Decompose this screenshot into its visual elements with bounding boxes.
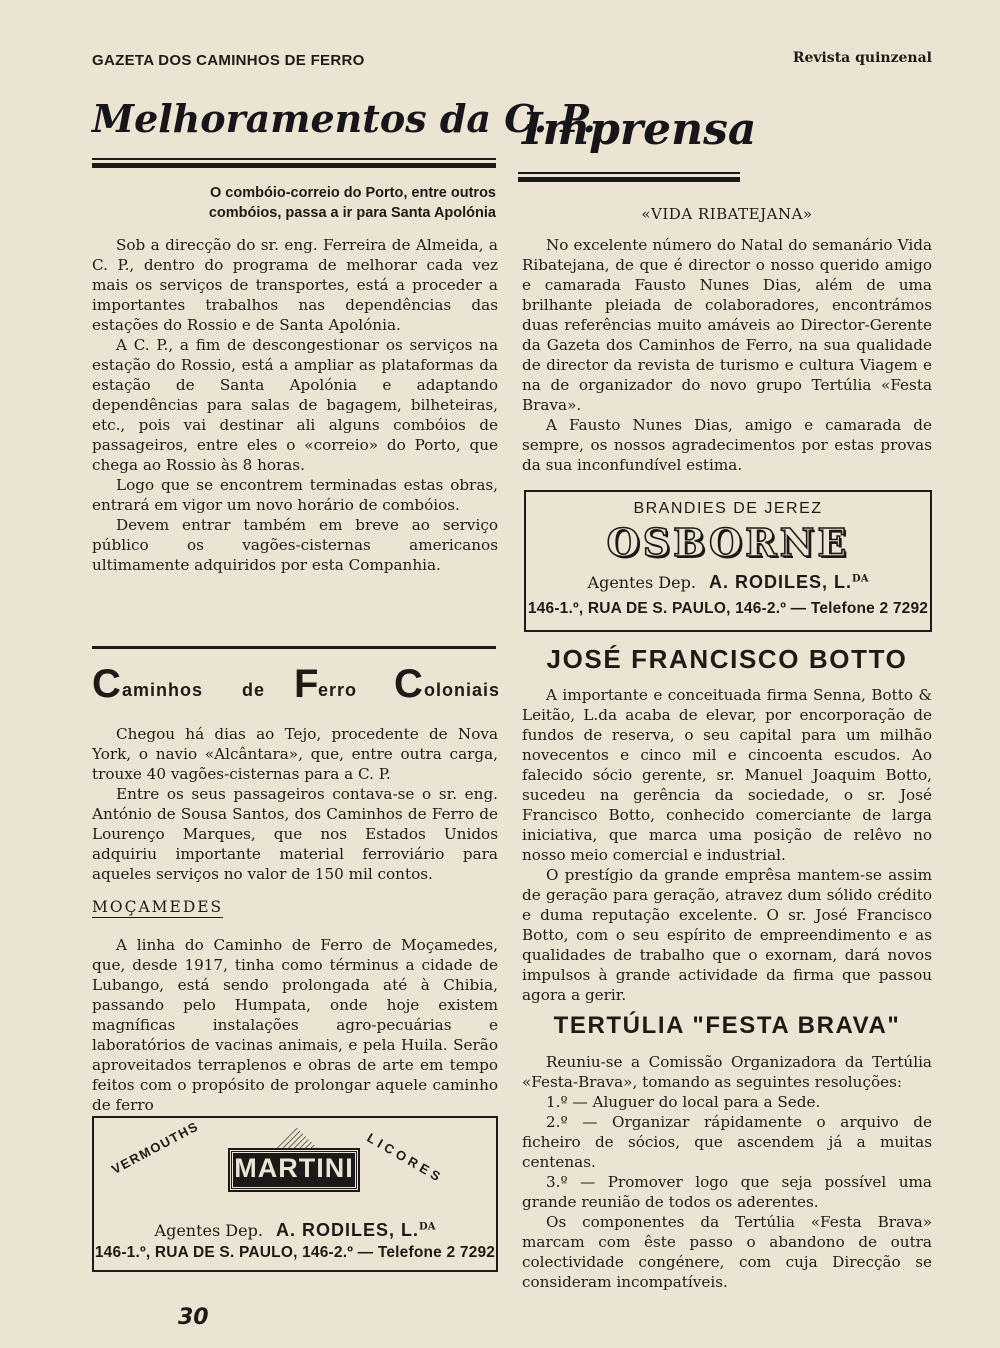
colonial-body xyxy=(92,724,498,884)
martini-licores: LICORES xyxy=(364,1130,447,1186)
melhoramentos-title: Melhoramentos da C. P. xyxy=(92,96,596,141)
osborne-agents xyxy=(526,572,930,593)
martini-brand: MARTINI xyxy=(234,1153,354,1183)
paragraph: Reuniu-se a Comissão Organizadora da Tertúlia «Festa-Brava», tomando as seguintes resoluções: xyxy=(522,1053,932,1091)
paragraph: A importante e conceituada firma Senna, Botto & Leitão, L.da acaba de elevar, por encorporação de fundos de reserva, o seu capital para um milhão novecentos e cinco mil e cincoenta escudos. Ao falecido sócio gerente, sr. Manuel Joaquim Botto, sucedeu na gerência da sociedade, o sr. José Francisco Botto, conhecido comerciante de larga iniciativa, que marca uma posição de relêvo no nosso meio comercial e industrial. xyxy=(522,686,932,864)
martini-address: 146-1.º, RUA DE S. PAULO, 146-2.º — Telefone 2 7292 xyxy=(94,1244,496,1261)
title-rule-top xyxy=(92,158,496,160)
colonial-title-w4-rest: oloniais xyxy=(424,680,501,700)
imprensa-title: Imprensa xyxy=(522,104,757,155)
colonial-title-w2: de xyxy=(242,680,266,700)
colonial-title-w3-cap: F xyxy=(294,662,319,706)
colonial-title-w1-rest: aminhos xyxy=(122,680,204,700)
osborne-ad xyxy=(524,490,932,632)
agents-suffix: DA xyxy=(419,1221,436,1233)
paragraph: Logo que se encontrem terminadas estas obras, entrará em vigor um novo horário de combóios. xyxy=(92,476,498,514)
colonial-title xyxy=(92,662,501,708)
tertulia-body xyxy=(522,1052,932,1292)
section-divider xyxy=(92,646,496,649)
title-rule-bottom xyxy=(92,163,496,168)
martini-agents xyxy=(94,1220,496,1241)
tertulia-heading: TERTÚLIA "FESTA BRAVA" xyxy=(553,1012,901,1039)
agents-suffix: DA xyxy=(852,573,869,585)
press-body xyxy=(522,235,932,475)
paragraph: Os componentes da Tertúlia «Festa Brava» marcam com êste passo o abandono de outra colectividade congénere, com cuja Direcção se consideram incompatíveis. xyxy=(522,1213,932,1291)
paragraph: Sob a direcção do sr. eng. Ferreira de Almeida, a C. P., dentro do programa de melhorar cada vez mais os serviços de transportes, está a proceder a importantes trabalhos nas dependências das estações do Rossio e de Santa Apolónia. xyxy=(92,236,498,334)
paragraph: A Fausto Nunes Dias, amigo e camarada de sempre, os nossos agradecimentos por estas provas da sua inconfundível estima. xyxy=(522,416,932,474)
list-item: 1.º — Aluguer do local para a Sede. xyxy=(546,1093,821,1111)
osborne-tagline: BRANDIES DE JEREZ xyxy=(633,500,823,517)
botto-body xyxy=(522,685,932,1005)
melhoramentos-body xyxy=(92,235,498,575)
paragraph: No excelente número do Natal do semanário Vida Ribatejana, de que é director o nosso querido amigo e camarada Fausto Nunes Dias, além de uma brilhante pleiada de colaboradores, encontrámos duas referências muito amáveis ao Director-Gerente da Gazeta dos Caminhos de Ferro, na sua qualidade de director da revista de turismo e cultura Viagem e na de organizador do novo grupo Tertúlia «Festa Brava». xyxy=(522,236,932,414)
agents-name: A. RODILES, L. xyxy=(276,1220,420,1240)
article-subheading xyxy=(92,183,496,223)
botto-heading: JOSÉ FRANCISCO BOTTO xyxy=(546,644,908,674)
paragraph: Chegou há dias ao Tejo, procedente de Nova York, o navio «Alcântara», que, entre outra carga, trouxe 40 vagões-cisternas para a C. P. xyxy=(92,725,498,783)
osborne-address: 146-1.º, RUA DE S. PAULO, 146-2.º — Telefone 2 7292 xyxy=(527,600,929,617)
press-subtitle: «VIDA RIBATEJANA» xyxy=(641,205,813,223)
periodicity-label: Revista quinzenal xyxy=(792,50,932,66)
subheading-line-1: O combóio-correio do Porto, entre outros xyxy=(210,185,496,201)
martini-vermouths: VERMOUTHS xyxy=(108,1118,202,1177)
paragraph: Devem entrar também em breve ao serviço público os vagões-cisternas americanos ultimamente adquiridos por esta Companhia. xyxy=(92,516,498,574)
mocamedes-body xyxy=(92,935,498,1115)
paragraph: Entre os seus passageiros contava-se o sr. eng. António de Sousa Santos, dos Caminhos de Ferro de Lourenço Marques, que nos Estados Unidos adquiriu importante material ferroviário para aqueles serviços no valor de 150 mil contos. xyxy=(92,785,498,883)
imprensa-rule-top xyxy=(518,172,740,174)
list-item: 2.º — Organizar rápidamente o arquivo de ficheiro de sócios, que ascendem já a muitas centenas. xyxy=(522,1113,932,1171)
paragraph: O prestígio da grande emprêsa mantem-se assim de geração para geração, atravez dum sólido crédito e duma reputação excelente. O sr. José Francisco Botto, com o seu espírito de empreendimento e as qualidades de trabalho que o exornam, dará novos impulsos à grande actividade da firma que passou agora a gerir. xyxy=(522,866,932,1004)
colonial-title-w1-cap: C xyxy=(92,662,121,706)
paragraph: A C. P., a fim de descongestionar os serviços na estação do Rossio, está a ampliar as plataformas da estação de Santa Apolónia e adaptando dependências para salas de bagagem, bilheteiras, etc., pois vai destinar ali alguns combóios de passageiros, entre eles o «correio» do Porto, que chega ao Rossio às 8 horas. xyxy=(92,336,498,474)
imprensa-rule-bottom xyxy=(518,177,740,182)
subheading-line-2: combóios, passa a ir para Santa Apolónia xyxy=(208,205,496,221)
agents-prefix: Agentes Dep. xyxy=(154,1221,263,1240)
mocamedes-heading: MOÇAMEDES xyxy=(92,898,224,916)
martini-ad xyxy=(92,1116,498,1272)
journal-title: GAZETA DOS CAMINHOS DE FERRO xyxy=(92,52,365,69)
colonial-title-w4-cap: C xyxy=(394,662,423,706)
list-item: 3.º — Promover logo que seja possível uma grande reunião de todos os aderentes. xyxy=(522,1173,932,1211)
agents-prefix: Agentes Dep. xyxy=(587,573,696,592)
paragraph: A linha do Caminho de Ferro de Moçamedes, que, desde 1917, tinha como términus a cidade de Lubango, está sendo prolongada até à Chibia, passando pelo Humpata, onde hoje existem magníficas instalações agro-pecuárias e laboratórios de vacinas animais, e pela Huila. Serão aproveitados terraplenos e obras de arte em tempo feitos com o propósito de prolongar aquele caminho de ferro xyxy=(92,936,498,1114)
colonial-title-w3-rest: erro xyxy=(318,680,358,700)
page-number: 30 xyxy=(178,1305,209,1330)
agents-name: A. RODILES, L. xyxy=(709,572,853,592)
osborne-brand: OSBORNE xyxy=(606,520,850,565)
